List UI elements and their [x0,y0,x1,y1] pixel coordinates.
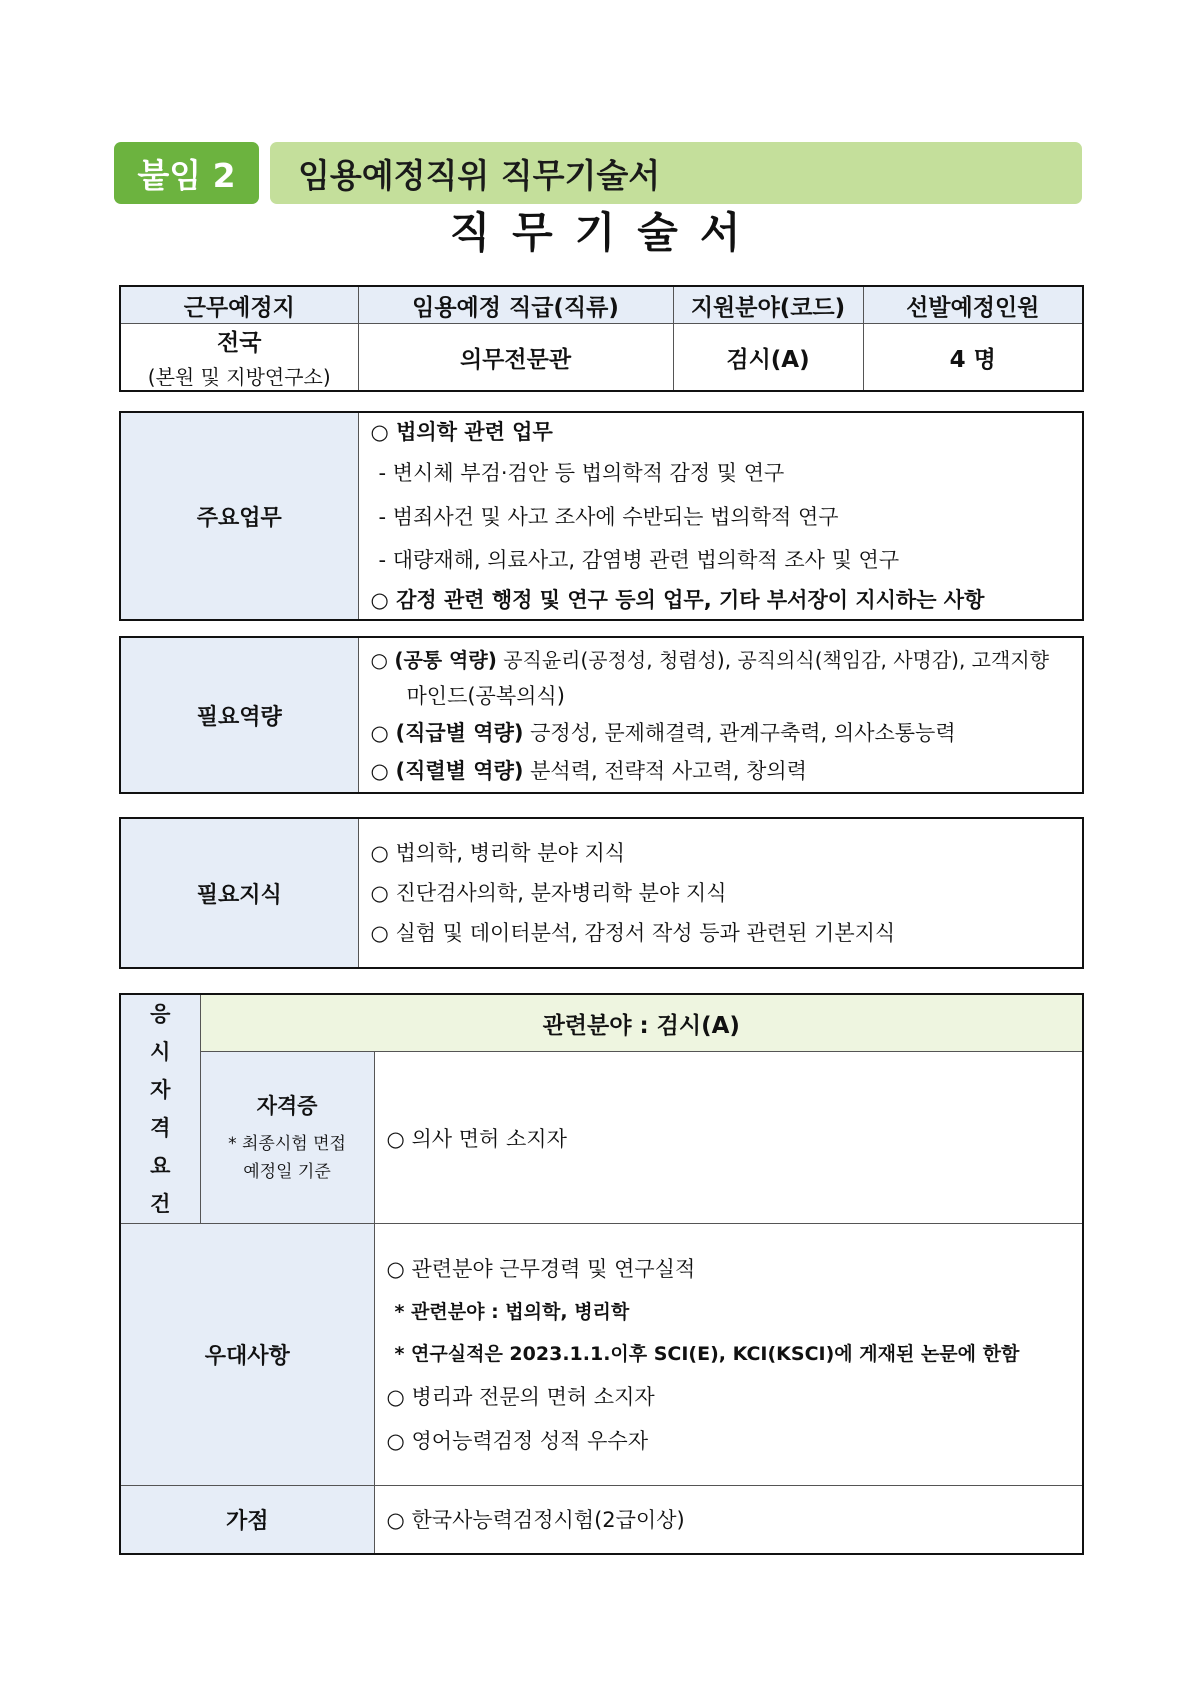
document-title: 직무기술서 [449,208,763,257]
duty-line: - 범죄사건 및 사고 조사에 수반되는 법의학적 연구 [378,505,839,529]
location-sub: (본원 및 지방연구소) [147,365,331,389]
attachment-tag-label: 붙임 2 [137,155,236,195]
location-main: 전국 [217,330,262,356]
col-location-header: 근무예정지 [120,286,358,324]
preference-note: * 관련분야 : 법의학, 병리학 [394,1300,630,1323]
competency-head: (직렬별 역량) [395,759,524,783]
main-duties-label: 주요업무 [120,412,358,620]
knowledge-line: ○ 법의학, 병리학 분야 지식 [370,841,626,865]
duty-line: ○ 감정 관련 행정 및 연구 등의 업무, 기타 부서장이 지시하는 사항 [370,588,985,612]
competency-common-cont: 마인드(공복의식) [406,684,565,708]
count-cell: 4 명 [863,324,1083,392]
license-label: 자격증 [256,1093,318,1118]
knowledge-label: 필요지식 [120,818,358,968]
field-header: 관련분야 : 검시(A) [200,994,1083,1052]
competency-grade: ○ (직급별 역량) 긍정성, 문제해결력, 관계구축력, 의사소통능력 [370,721,956,745]
preference-content [374,1224,1083,1486]
duty-line: - 대량재해, 의료사고, 감염병 관련 법의학적 조사 및 연구 [378,548,900,572]
requirements-table [119,993,1084,1555]
grade-cell: 의무전문관 [358,324,673,392]
competencies-table [119,636,1084,794]
main-duties-content [358,412,1083,620]
knowledge-line: ○ 진단검사의학, 분자병리학 분야 지식 [370,881,727,905]
competency-text: 공직윤리(공정성, 청렴성), 공직의식(책임감, 사명감), 고객지향 [503,648,1049,672]
license-note: 예정일 기준 [243,1161,331,1182]
competency-series: ○ (직렬별 역량) 분석력, 전략적 사고력, 창의력 [370,759,807,783]
preference-line: ○ 관련분야 근무경력 및 연구실적 [386,1256,696,1281]
location-cell [120,324,358,392]
preference-label: 우대사항 [120,1224,374,1486]
preference-note: * 연구실적은 2023.1.1.이후 SCI(E), KCI(KSCI)에 게재된 논문에 한함 [394,1342,1020,1365]
field-cell: 검시(A) [673,324,863,392]
bonus-content: ○ 한국사능력검정시험(2급이상) [374,1486,1083,1554]
col-field-header: 지원분야(코드) [673,286,863,324]
competency-text: 긍정성, 문제해결력, 관계구축력, 의사소통능력 [530,721,956,745]
main-duties-table [119,411,1084,621]
col-count-header: 선발예정인원 [863,286,1083,324]
preference-line: ○ 병리과 전문의 면허 소지자 [386,1384,655,1409]
competencies-label: 필요역량 [120,637,358,793]
knowledge-content [358,818,1083,968]
bonus-label: 가점 [120,1486,374,1554]
competency-text: 분석력, 전략적 사고력, 창의력 [530,759,807,783]
license-label-cell [200,1052,374,1224]
preference-line: ○ 영어능력검정 성적 우수자 [386,1428,648,1453]
competency-common: ○ (공통 역량) 공직윤리(공정성, 청렴성), 공직의식(책임감, 사명감), 고객지향 [370,648,1049,672]
duty-line: - 변시체 부검·검안 등 법의학적 감정 및 연구 [378,461,785,485]
duty-line: ○ 법의학 관련 업무 [370,420,553,444]
license-note: * 최종시험 면접 [228,1133,346,1154]
attachment-tag [114,142,259,204]
header-title-bar [270,142,1082,204]
requirements-vertical-label: 응 시 자 격 요 건 [120,994,200,1224]
competency-head: (공통 역량) [394,648,497,672]
knowledge-table [119,817,1084,969]
header-title: 임용예정직위 직무기술서 [298,155,661,195]
competencies-content [358,637,1083,793]
competency-head: (직급별 역량) [395,721,524,745]
knowledge-line: ○ 실험 및 데이터분석, 감정서 작성 등과 관련된 기본지식 [370,921,896,945]
col-grade-header: 임용예정 직급(직류) [358,286,673,324]
license-content: ○ 의사 면허 소지자 [374,1052,1083,1224]
position-table [119,285,1084,392]
